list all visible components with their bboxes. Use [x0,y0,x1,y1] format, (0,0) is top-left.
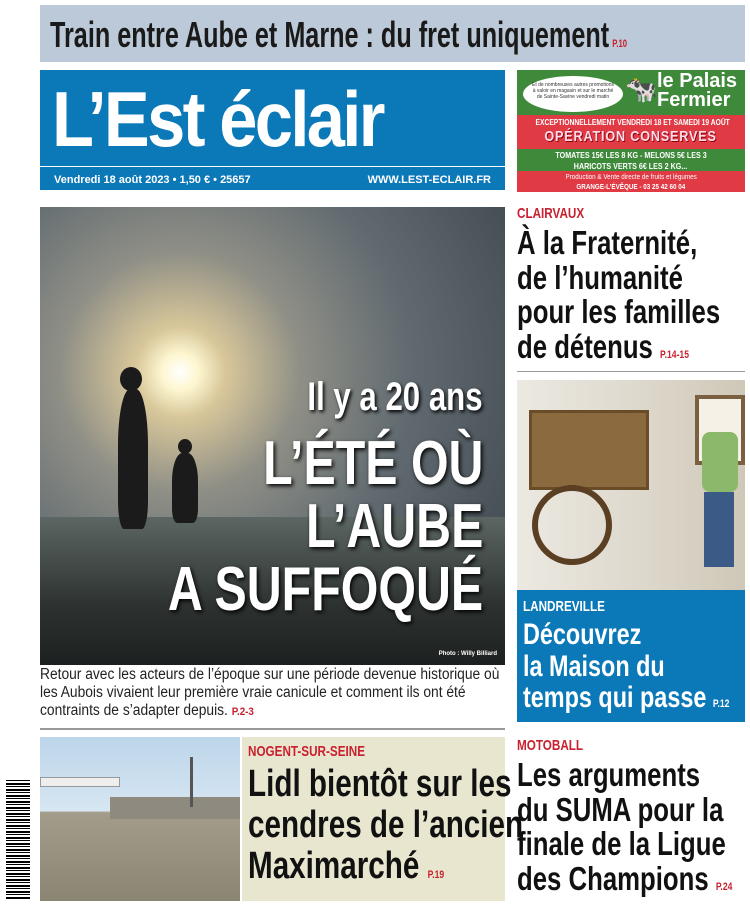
ad-dates: EXCEPTIONNELLEMENT VENDREDI 18 ET SAMEDI 19 AOÛT [535,118,730,127]
ad-offers: TOMATES 15€ LES 8 KG - MELONS 5€ LES 3 HARICOTS VERTS 6€ LES 2 KG... [555,150,707,171]
lead-photo[interactable] [40,207,505,665]
ad-promo-band [517,115,745,149]
ad-footer: Production & Vente directe de fruits et légumes GRANGE-L’ÉVÊQUE - 03 25 42 60 04 [517,171,745,192]
story-landreville[interactable] [517,590,745,722]
cart-wheel [532,485,612,565]
divider [40,166,505,167]
lead-kicker: Il y a 20 ans [307,375,483,419]
story-headline: Découvrez la Maison du temps qui passe P.12 [523,618,730,714]
story-kicker: LANDREVILLE [523,598,605,615]
mascot-icon: 🐄 [625,74,658,104]
newspaper-logo: L’Est éclair [52,75,383,163]
page-ref: P.10 [612,38,628,50]
man-figure [702,432,738,492]
story-kicker: NOGENT-SUR-SEINE [248,743,366,760]
story-headline: Lidl bientôt sur les cendres de l’ancien Maximarché P.19 [248,763,524,888]
child-figure [120,367,142,391]
issue-info: Vendredi 18 août 2023 • 1,50 € • 25657 [54,174,251,186]
photo-credit: Photo : Willy Billiard [438,651,497,657]
story-lidl[interactable] [242,737,524,901]
lidl-site-photo[interactable] [40,737,240,901]
station-canopy [40,777,120,787]
story-clairvaux[interactable] [517,205,745,372]
ad-bubble: Et de nombreuses autres promotions à valoir en magasin et sur le marché de Sainte-Savine vendredi matin [523,76,623,112]
lead-headline: L’ÉTÉ OÙ L’AUBE A SUFFOQUÉ [167,429,483,625]
website-link[interactable]: WWW.LEST-ECLAIR.FR [367,174,491,186]
top-banner[interactable] [40,5,745,62]
story-headline: Les arguments du SUMA pour la finale de la Ligue des Champions P.24 [517,756,733,897]
masthead [40,70,505,190]
barcode [6,780,30,900]
story-kicker: MOTOBALL [517,737,584,754]
building [110,797,240,819]
page-ref: P.2-3 [231,706,254,718]
lead-summary[interactable]: Retour avec les acteurs de l’époque sur une période devenue historique où les Aubois vivaient leur première vraie canicule et comment ils ont été contraints de s’adapter depuis. P.2-3 [40,666,505,730]
advertisement[interactable] [517,70,745,192]
museum-photo[interactable] [517,380,745,590]
ad-brand: le Palais Fermier [657,70,738,111]
banner-headline: Train entre Aube et Marne : du fret uniquement P.10 [50,14,628,55]
wooden-cart [529,410,649,490]
story-motoball[interactable] [517,735,745,901]
story-headline: À la Fraternité, de l’humanité pour les familles de détenus P.14-15 [517,224,721,365]
ad-operation: OPÉRATION CONSERVES [544,128,718,145]
story-kicker: CLAIRVAUX [517,205,585,222]
